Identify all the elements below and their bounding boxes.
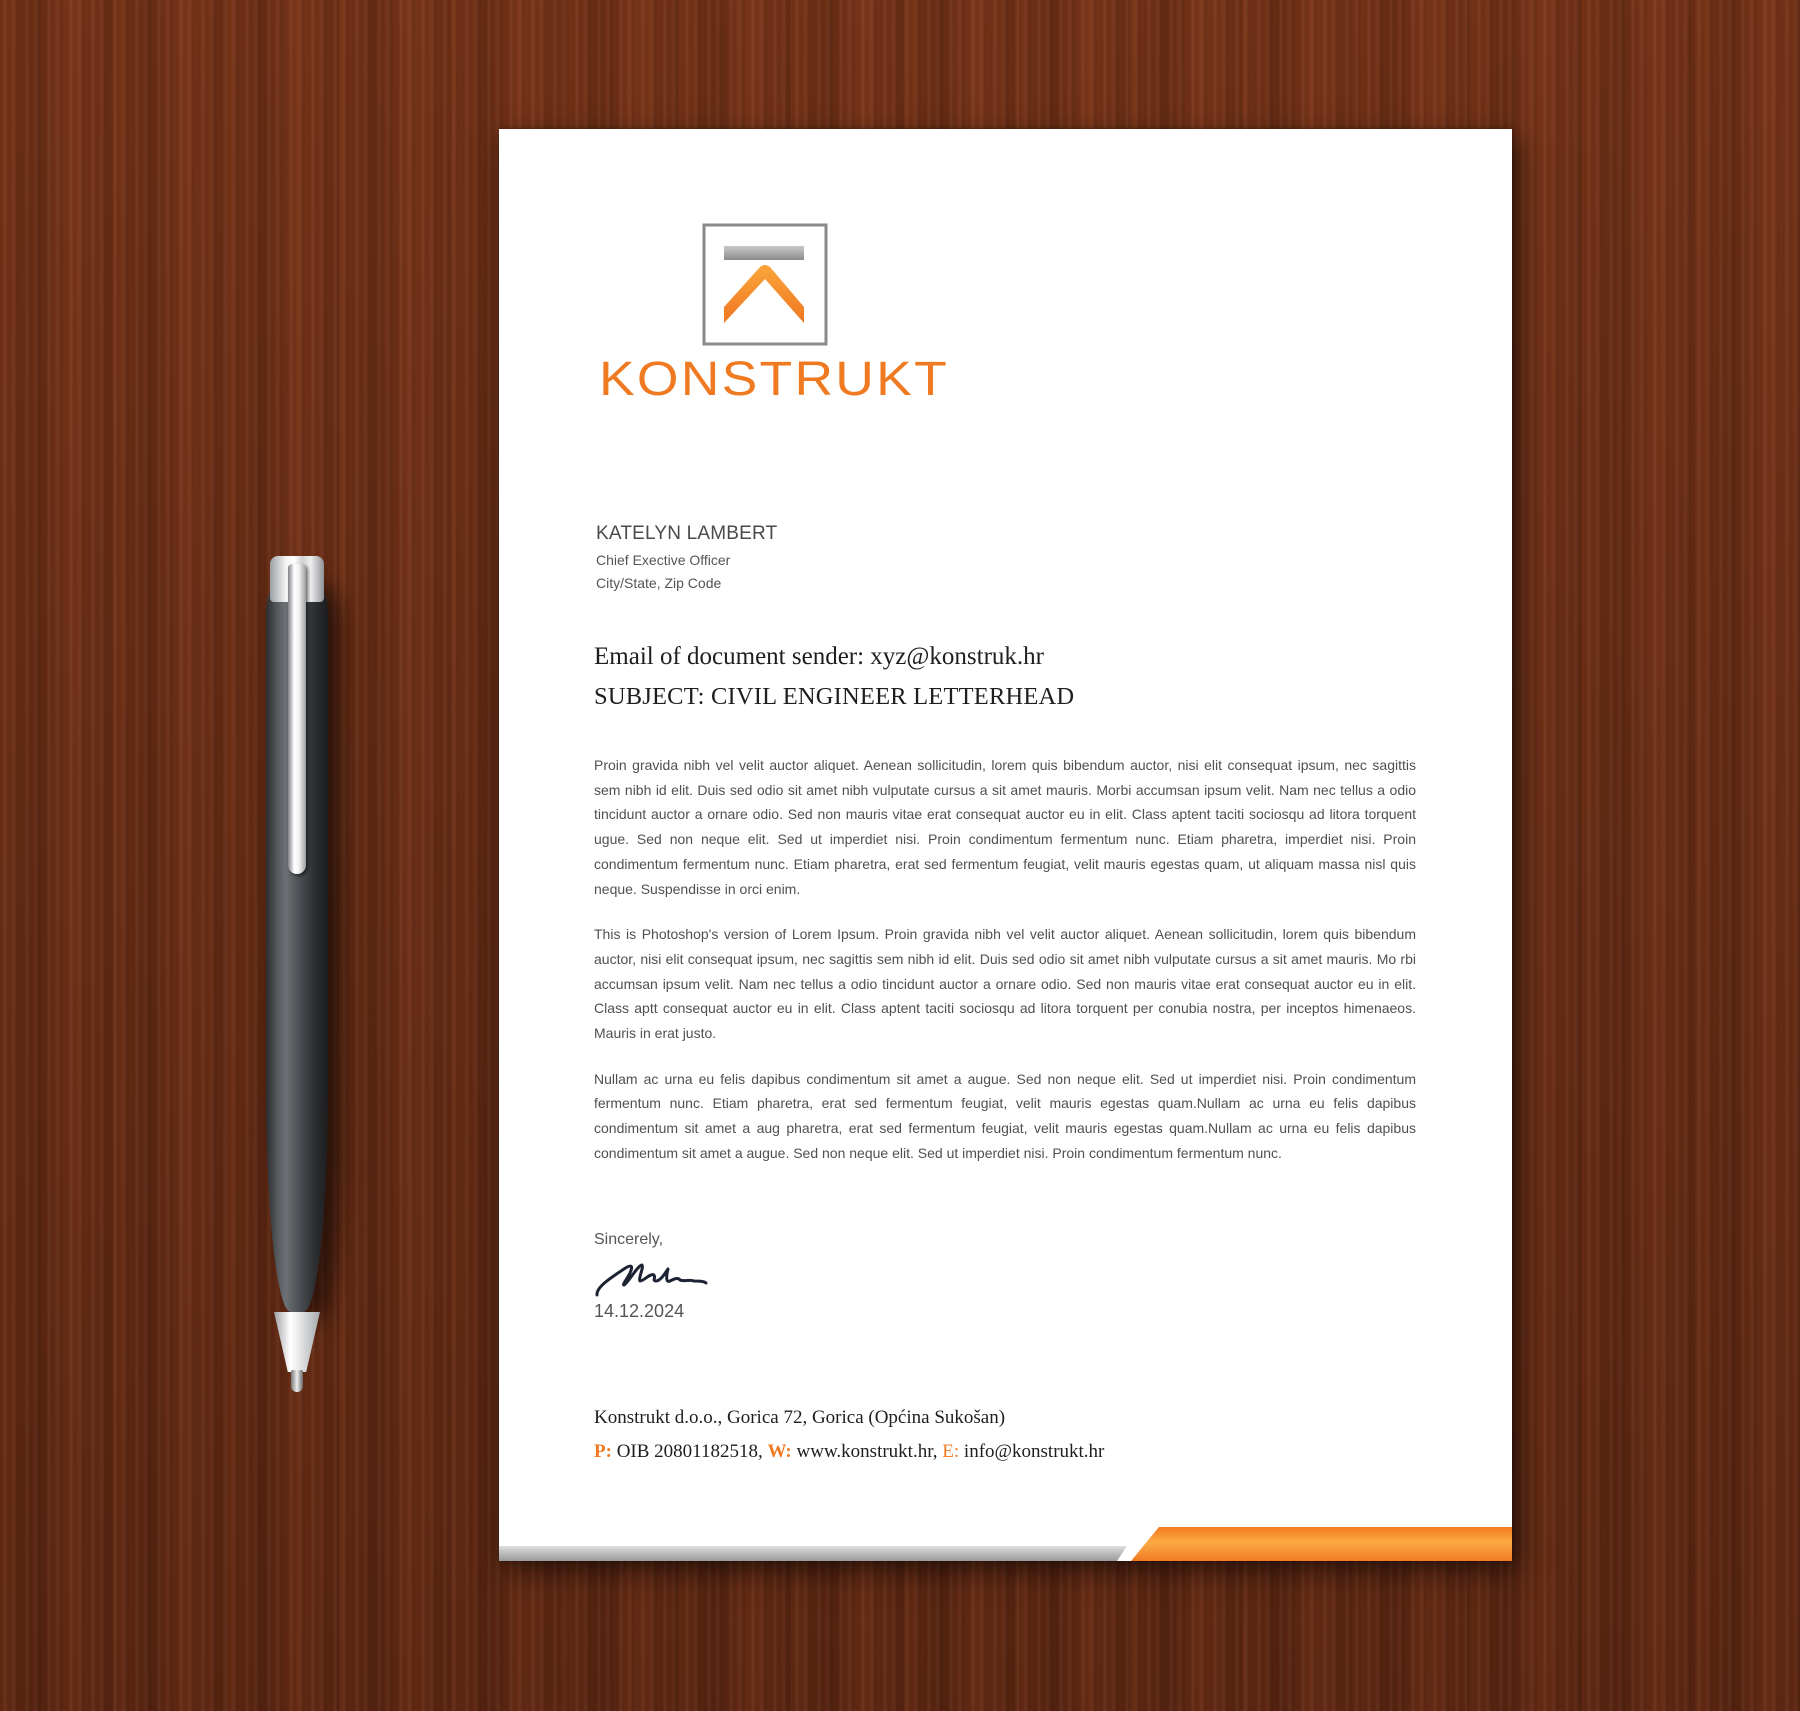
recipient-name: KATELYN LAMBERT [596,523,778,544]
footer-band [499,1527,1512,1561]
subject-line: SUBJECT: CIVIL ENGINEER LETTERHEAD [594,683,1075,710]
phone-value: OIB 20801182518, [611,1441,768,1462]
recipient-block [596,523,777,591]
recipient-title: Chief Exective Officer [596,552,731,568]
wordmark [594,353,954,403]
email-value[interactable]: info@konstrukt.hr [959,1441,1105,1462]
letter-body [594,753,1416,1187]
svg-text:KONSTRUKT: KONSTRUKT [599,353,949,403]
company-logo [594,223,954,403]
pen-tip [274,1312,320,1372]
email-label: E: [942,1441,960,1462]
web-label: W: [767,1441,792,1462]
pen-point [291,1370,303,1392]
pen [264,552,330,1392]
body-paragraph: Nullam ac urna eu felis dapibus condimentum sit amet a augue. Sed non neque elit. Sed ut imperdiet nisi. Proin condimentum fermentum nunc. Etiam pharetra, erat sed fermentum feugiat, velit mauris egestas quam.Nullam ac urna eu felis dapibus condimentum sit amet a aug pharetra, erat sed fermentum feugiat, velit mauris egestas quam.Nullam ac urna eu felis dapibus condimentum sit amet a augue. Sed non neque elit. Sed ut imperdiet nisi. Proin condimentum fermentum nunc. [594,1070,1416,1161]
sender-email-line: Email of document sender: xyz@konstruk.hr [594,643,1044,670]
roof-chevron-icon [702,223,828,347]
body-paragraph: Proin gravida nibh vel velit auctor aliquet. Aenean sollicitudin, lorem quis bibendum auctor, nisi elit consequat ipsum, nec sagittis sem nibh id elit. Duis sed odio sit amet nibh vulputate cursus a sit amet mauris. Morbi accumsan ipsum velit. Nam nec tellus a odio tincidunt auctor a ornare odio. Sed non mauris vitae erat consequat auctor eu in elit. Class aptent taciti sociosqu ad litora torquent ugue. Sed non neque elit. Sed ut imperdiet nisi. Proin condimentum fermentum nunc. Etiam pharetra, imperdiet nisi. Proin condimentum fermentum nunc. Etiam pharetra, erat sed fermentum feugiat, velit mauris egestas quam, ut aliquam massa nisl quis neque. Suspendisse in orci enim. [594,757,1416,897]
closing-block [594,1231,724,1322]
recipient-address: City/State, Zip Code [596,575,722,591]
footer-contact [594,1407,1104,1463]
letterhead-paper [499,129,1512,1561]
footer-contact-line [594,1441,1104,1463]
phone-label: P: [594,1441,612,1462]
footer-address: Konstrukt d.o.o., Gorica 72, Gorica (Općina Sukošan) [594,1407,1006,1428]
signature-date: 14.12.2024 [594,1301,685,1321]
signature-icon [594,1255,724,1301]
body-paragraph: This is Photoshop's version of Lorem Ipsum. Proin gravida nibh vel velit auctor aliquet. Aenean sollicitudin, lorem quis bibendum auctor, nisi elit consequat ipsum, nec sagittis sem nibh id elit. Duis sed odio sit amet nibh vulputate cursus a sit amet mauris. Mo rbi accumsan ipsum velit. Nam nec tellus a odio tincidunt auctor a ornare odio. Sed non mauris vitae erat consequat auctor eu in elit. Class aptt consequat auctor eu in elit. Class aptent taciti sociosqu ad litora torquent per conubia nostra, per inceptos himenaeos. Mauris in erat justo. [594,926,1416,1042]
salutation: Sincerely, [594,1231,664,1248]
pen-clip [288,564,306,874]
web-value[interactable]: www.konstrukt.hr, [791,1441,943,1462]
